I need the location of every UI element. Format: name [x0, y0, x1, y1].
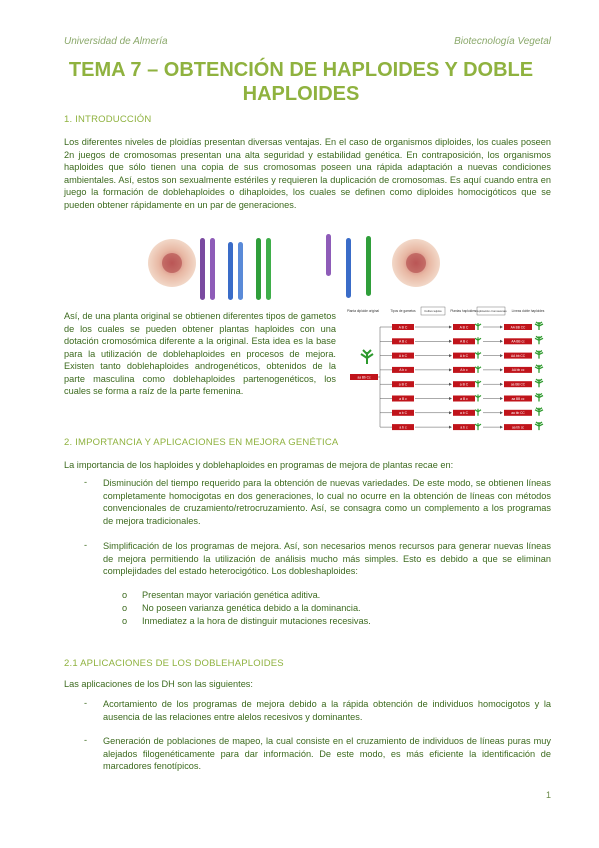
dh-plant-icon — [535, 394, 543, 402]
haploid-label: A B c — [460, 339, 468, 344]
arrow-head — [500, 368, 503, 371]
gamete-label: a b C — [398, 411, 408, 416]
dh-line-label: AA bb CC — [511, 353, 525, 358]
bullet-dash-1: - — [84, 477, 88, 487]
arrow-head — [449, 397, 452, 400]
diagram-col-3: Plantas haploides — [450, 309, 476, 313]
bullet-dash-3: - — [84, 698, 88, 708]
diagram-row — [380, 322, 543, 330]
haploid-plant-icon — [475, 409, 481, 416]
application-item-2: Generación de poblaciones de mapeo, la cual consiste en el cruzamiento de individuos de líneas puras muy alejados filogenéticamente para dar información. De este modo, es más eficiente la identificación de marcadores fenotípicos. — [103, 736, 551, 771]
dh-plant-icon — [535, 408, 543, 416]
gamete-label: A B C — [398, 325, 408, 330]
sub-bullet-marker: o — [122, 616, 128, 626]
haploid-plant-icon — [475, 366, 481, 373]
bullet-dash-4: - — [84, 735, 88, 745]
diagram-arrow-1 — [421, 307, 445, 315]
dh-plant-icon — [535, 322, 543, 330]
dh-line-label: aa bb CC — [511, 411, 525, 416]
arrow-head — [449, 368, 452, 371]
dh-line-label: aa BB CC — [510, 382, 526, 387]
sub-item-3: Inmediatez a la hora de distinguir mutaciones recesivas. — [142, 616, 371, 626]
gamete-label: A B c — [399, 339, 407, 344]
page-title: TEMA 7 – OBTENCIÓN DE HAPLOIDES Y DOBLE HAPLOIDES — [68, 59, 534, 105]
gamete-label: a b c — [399, 425, 407, 430]
diploid-chromosomes-icon — [200, 238, 271, 300]
header-university: Universidad de Almería — [64, 36, 168, 47]
gamete-label: A b C — [398, 353, 408, 358]
arrow-head — [500, 383, 503, 386]
arrow-head — [500, 426, 503, 429]
gametes-paragraph: Así, de una planta original se obtienen diferentes tipos de gametos de los cuales se pueden obtener plantas haploides con una dotación cromosómica diferente a la original. Esta idea es la base para la utilización de doblehaploides en procesos de mejora. Existen tanto doblehaploides androgenéticos, obtenidos de la parte masculina como doblehaploides partenogenéticos, los cuales se forma a raíz de la parte femenina. — [64, 311, 336, 396]
dh-line-label: AA bb cc — [511, 368, 525, 373]
page-number: 1 — [545, 790, 551, 800]
sub-bullet-marker: o — [122, 603, 128, 613]
haploid-plant-icon — [475, 423, 481, 430]
importance-item-1: Disminución del tiempo requerido para la obtención de nuevas variedades. De este modo, se obtienen líneas completamente homocigotas en dos generaciones, lo cual no ocurre en la obtención de líneas con métodos convencionales de cruzamiento/retrocruzamiento. Así, se consagra como un complemento a los programas de mejora tradicionales. — [103, 478, 551, 526]
dh-plant-icon — [535, 365, 543, 373]
haploid-plant-icon — [475, 352, 481, 359]
haploid-label: A b C — [459, 353, 469, 358]
arrow-head — [500, 397, 503, 400]
diagram-row — [380, 394, 543, 402]
haploid-plant-icon — [475, 380, 481, 387]
parent-plant — [350, 350, 378, 380]
haploid-plant-icon — [475, 323, 481, 330]
header-course: Biotecnología Vegetal — [454, 36, 551, 47]
haploid-cell-icon — [392, 239, 440, 287]
dh-line-label: aa bb cc — [511, 425, 525, 430]
diagram-col-4: Líneas doble haploides — [511, 309, 545, 313]
sub-item-2: No poseen varianza genética debido a la dominancia. — [142, 603, 361, 613]
haploid-label: a b C — [459, 411, 469, 416]
dh-line-label: AA BB cc — [511, 339, 525, 344]
dh-plant-icon — [535, 422, 543, 430]
sub-item-1: Presentan mayor variación genética aditiva. — [142, 590, 321, 600]
importance-item-2: Simplificación de los programas de mejora. Así, son necesarios menos recursos para generar nuevas líneas de mejora permitiendo la utilización de análisis mucho más simples. Esto es debido a que se eliminan complejidades del estado heterocigótico. Los dobleshaploides: — [103, 541, 551, 576]
arrow-head — [449, 354, 452, 357]
dh-plant-icon — [535, 351, 543, 359]
gamete-label: A b c — [399, 368, 407, 373]
haploid-label: a B C — [459, 382, 469, 387]
section-2-1-intro: Las aplicaciones de los DH son las siguientes: — [64, 679, 253, 689]
bullet-dash-2: - — [84, 540, 88, 550]
sub-bullet-marker: o — [122, 590, 128, 600]
haploid-plant-icon — [475, 395, 481, 402]
section-2-1-heading: 2.1 APLICACIONES DE LOS DOBLEHAPLOIDES — [64, 658, 284, 669]
arrow-head — [500, 326, 503, 329]
arrow-head — [500, 340, 503, 343]
diagram-row — [380, 365, 543, 373]
gamete-label: a B c — [399, 396, 407, 401]
section-2-heading: 2. IMPORTANCIA Y APLICACIONES EN MEJORA GENÉTICA — [64, 437, 339, 448]
haploid-label: a B c — [460, 396, 468, 401]
chromosome-illustration — [140, 230, 450, 305]
haploid-label: A B C — [459, 325, 469, 330]
arrow-head — [449, 326, 452, 329]
diploid-cell-icon — [148, 239, 196, 287]
parent-genotype: aa Bb Cc — [357, 375, 371, 380]
arrow-head — [500, 411, 503, 414]
diagram-arrow-2 — [475, 307, 507, 315]
arrow-head — [449, 411, 452, 414]
dh-plant-icon — [535, 336, 543, 344]
svg-text:Duplicación cromosomas: Duplicación cromosomas — [475, 309, 507, 313]
dh-line-label: aa BB cc — [511, 396, 525, 401]
section-2-intro: La importancia de los haploides y doblehaploides en programas de mejora de plantas recae en: — [64, 460, 454, 470]
intro-paragraph: Los diferentes niveles de ploidías presentan diversas ventajas. En el caso de organismos diploides, los cuales poseen 2n juegos de cromosomas presentan una alta seguridad y estabilidad genética. En contraposición, los organismos haploides que sólo tienen una copia de sus cromosomas poseen una rápida adaptación a nuevas condiciones ambientales. Así, estos son sexualmente estériles y requieren la duplicación de cromosomas. Es aquí cuando entra en juego la formación de doblehaploides o dihaploides, los cuales se definen como diploides homocigóticos que se pueden obtener rápidamente en un par de generaciones. — [64, 137, 551, 210]
diagram-row — [380, 336, 543, 344]
diagram-row — [380, 379, 543, 387]
dh-plant-icon — [535, 379, 543, 387]
haploid-label: A b c — [460, 368, 468, 373]
section-1-heading: 1. INTRODUCCIÓN — [64, 114, 152, 125]
haploid-label: a b c — [460, 425, 468, 430]
haploid-plant-icon — [475, 337, 481, 344]
gamete-label: a B C — [398, 382, 408, 387]
diagram-row — [380, 351, 543, 359]
arrow-head — [449, 383, 452, 386]
doublehaploid-diagram — [345, 304, 555, 434]
diagram-col-2: Tipos de gametos — [390, 309, 416, 313]
haploid-chromosomes-icon — [326, 234, 371, 298]
arrow-head — [449, 340, 452, 343]
dh-line-label: AA BB CC — [510, 325, 526, 330]
application-item-1: Acortamiento de los programas de mejora debido a la rápida obtención de individuos homocigotos y la ausencia de las relaciones entre alelos recesivos y dominantes. — [103, 699, 551, 722]
diagram-row — [380, 422, 543, 430]
svg-text:Cultivo tejidos: Cultivo tejidos — [424, 309, 442, 313]
arrow-head — [500, 354, 503, 357]
diagram-col-1: Planta diploide original — [346, 309, 380, 313]
diagram-row — [380, 408, 543, 416]
arrow-head — [449, 426, 452, 429]
